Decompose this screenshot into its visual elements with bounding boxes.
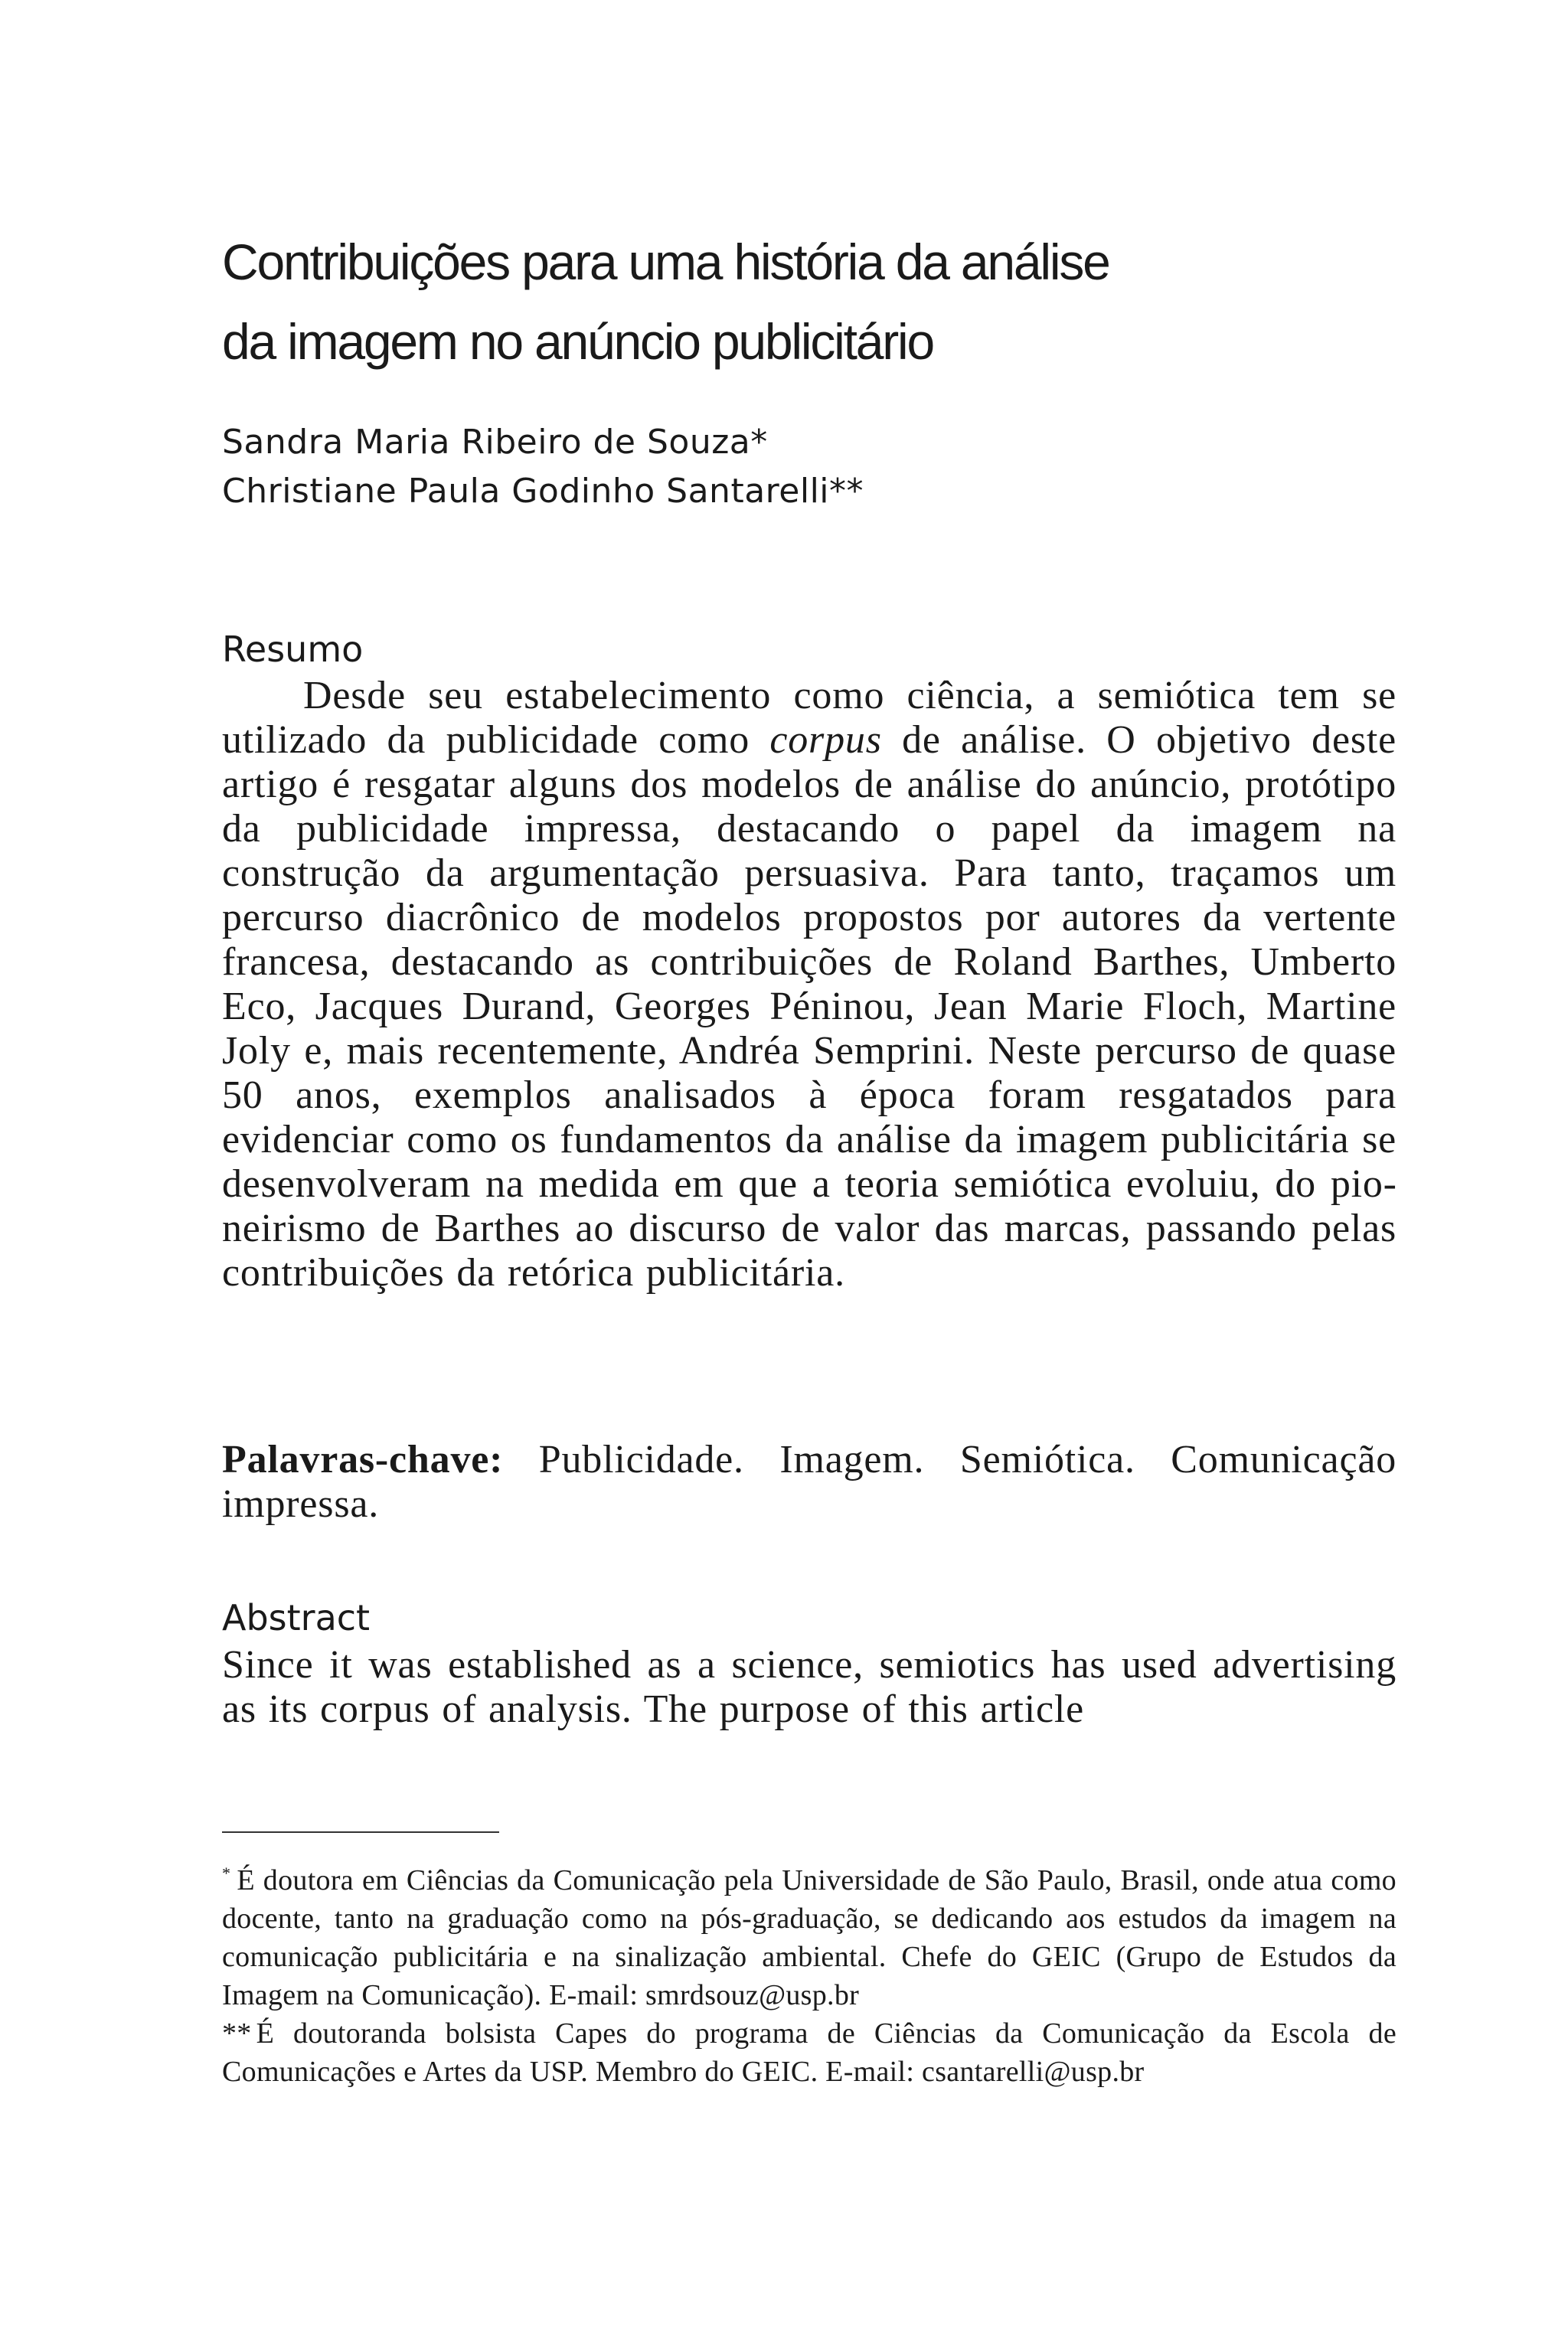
keywords-text: Publicidade. Imagem. Semiótica. Comunicação impressa. bbox=[222, 1438, 1396, 1526]
article-title-line-2: da imagem no anúncio publicitário bbox=[222, 313, 934, 370]
footnote-marker: ** bbox=[222, 2017, 252, 2050]
author-name: Christiane Paula Godinho Santarelli** bbox=[222, 472, 864, 511]
resumo-paragraph bbox=[222, 674, 1396, 1295]
resumo-heading: Resumo bbox=[222, 629, 364, 670]
abstract-paragraph: Since it was established as a science, semiotics has used advertising as its corpus of analysis. The purpose of this article bbox=[222, 1643, 1396, 1731]
footnote-divider bbox=[222, 1831, 499, 1833]
footnote-2 bbox=[222, 2014, 1396, 2091]
footnote-text: É doutora em Ciências da Comunicação pela Universidade de São Paulo, Brasil, onde atua como docente, tanto na graduação como na pós-graduação, se dedicando aos estudos da imagem na comunicação publicitária e na sinalização ambiental. Chefe do GEIC (Grupo de Estudos da Imagem na Comunicação). E-mail: smrdsouz@usp.br bbox=[222, 1864, 1396, 2011]
resumo-corpus-word: corpus bbox=[769, 718, 882, 762]
author-name: Sandra Maria Ribeiro de Souza* bbox=[222, 423, 768, 462]
article-title bbox=[222, 222, 1416, 381]
abstract-heading: Abstract bbox=[222, 1597, 371, 1638]
resumo-text-part-1: Desde seu estabelecimento como ciência, a semiótica tem se utilizado da publicidade como bbox=[222, 674, 1396, 762]
footnotes bbox=[222, 1854, 1396, 2091]
keywords-label: Palavras-chave: bbox=[222, 1438, 504, 1481]
keywords-paragraph bbox=[222, 1438, 1396, 1527]
footnote-1 bbox=[222, 1854, 1396, 2014]
footnote-text: É doutoranda bolsista Capes do programa de Ciências da Comunicação da Escola de Comunicações e Artes da USP. Membro do GEIC. E-mail: csantarelli@usp.br bbox=[222, 2017, 1396, 2088]
resumo-text-part-2: de análise. O objetivo deste artigo é resgatar alguns dos modelos de análise do anúncio, protótipo da publicidade impressa, destacando o papel da imagem na construção da argumentação persuasiva. Para tanto, traçamos um percurso diacrônico de modelos propostos por autores da vertente francesa, destacando as contribuições de Roland Barthes, Umberto Eco, Jacques Durand, Georges Péninou, Jean Marie Floch, Martine Joly e, mais recentemente, Andréa Semprini. Neste percurso de quase 50 anos, exemplos analisados à época foram resgatados para evidenciar como os fundamentos da análise da imagem publicitária se desenvolveram na medida em que a teoria semiótica evoluiu, do pioneirismo de Barthes ao discurso de valor das marcas, passando pelas contribuições da retórica publicitária. bbox=[222, 718, 1396, 1295]
article-title-line-1: Contribuições para uma história da análise bbox=[222, 234, 1109, 290]
footnote-marker: * bbox=[222, 1864, 231, 1883]
author-list bbox=[222, 418, 1416, 516]
